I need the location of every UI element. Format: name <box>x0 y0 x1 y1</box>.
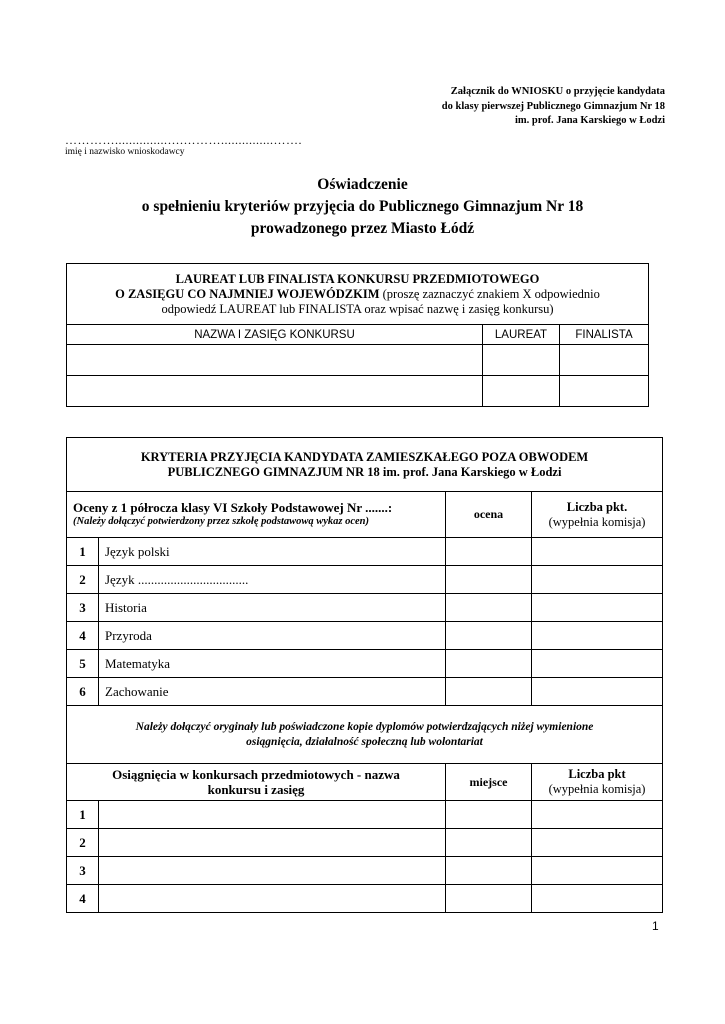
contest-table <box>66 263 649 407</box>
col-header-laureat: LAUREAT <box>483 325 560 345</box>
points-note: (wypełnia komisja) <box>548 514 646 529</box>
points-cell[interactable] <box>532 594 663 622</box>
title-line-2: o spełnieniu kryteriów przyjęcia do Publicznego Gimnazjum Nr 18 <box>141 198 584 215</box>
contest-header-line-3: odpowiedź LAUREAT lub FINALISTA oraz wpisać nazwę i zasięg konkursu) <box>161 301 554 316</box>
col-header-finalista: FINALISTA <box>560 325 649 345</box>
criteria-header-line-1: KRYTERIA PRZYJĘCIA KANDYDATA ZAMIESZKAŁEGO POZA OBWODEM <box>140 449 589 464</box>
points-cell[interactable] <box>532 566 663 594</box>
achievements-label-line-1: Osiągnięcia w konkursach przedmiotowych - nazwa <box>112 767 400 782</box>
finalista-cell[interactable] <box>560 345 649 376</box>
criteria-table <box>66 437 663 913</box>
subject-number: 5 <box>67 650 99 678</box>
points2-note: (wypełnia komisja) <box>548 782 646 796</box>
grade-cell[interactable] <box>446 650 532 678</box>
place-cell[interactable] <box>446 829 532 857</box>
place-cell[interactable] <box>446 801 532 829</box>
points-cell[interactable] <box>532 857 663 885</box>
points-cell[interactable] <box>532 829 663 857</box>
grade-cell[interactable] <box>446 566 532 594</box>
achievement-number: 3 <box>67 857 99 885</box>
place-cell[interactable] <box>446 857 532 885</box>
points-cell[interactable] <box>532 622 663 650</box>
grades-label: Oceny z 1 półrocza klasy VI Szkoły Podstawowej Nr .......: <box>73 499 393 515</box>
contest-header-bold: O ZASIĘGU CO NAJMNIEJ WOJEWÓDZKIM <box>115 286 380 301</box>
applicant-name-label: imię i nazwisko wnioskodawcy <box>65 147 185 157</box>
contest-header-rest: (proszę zaznaczyć znakiem X odpowiednio <box>379 286 600 301</box>
points-cell[interactable] <box>532 538 663 566</box>
page-number: 1 <box>652 919 659 933</box>
subject-name: Przyroda <box>99 622 446 650</box>
contest-header-line-1: LAUREAT LUB FINALISTA KONKURSU PRZEDMIOTOWEGO <box>175 271 540 286</box>
contest-name-cell[interactable] <box>67 345 483 376</box>
points-cell[interactable] <box>532 801 663 829</box>
subject-name: Język .................................. <box>99 566 446 594</box>
col-header-contest-name: NAZWA I ZASIĘG KONKURSU <box>67 325 483 345</box>
criteria-header-line-2: PUBLICZNEGO GIMNAZJUM NR 18 im. prof. Jana Karskiego w Łodzi <box>167 464 562 479</box>
subject-name: Historia <box>99 594 446 622</box>
diplomas-note <box>67 706 663 764</box>
grade-cell[interactable] <box>446 538 532 566</box>
achievement-number: 1 <box>67 801 99 829</box>
points-cell[interactable] <box>532 650 663 678</box>
contest-name-cell[interactable] <box>67 376 483 407</box>
col-header-points <box>532 492 663 538</box>
contest-table-header <box>67 264 649 325</box>
achievement-name-cell[interactable] <box>99 829 446 857</box>
laureat-cell[interactable] <box>483 376 560 407</box>
criteria-table-header <box>67 438 663 492</box>
points-cell[interactable] <box>532 678 663 706</box>
col-header-points-2 <box>532 764 663 801</box>
applicant-name-field[interactable]: …………...............….………...............……. <box>65 133 302 147</box>
achievements-label-line-2: konkursu i zasięg <box>207 782 305 797</box>
subject-number: 4 <box>67 622 99 650</box>
grade-cell[interactable] <box>446 622 532 650</box>
title-line-3: prowadzonego przez Miasto Łódź <box>250 220 475 237</box>
diplomas-note-line-1: Należy dołączyć oryginały lub poświadczone kopie dyplomów potwierdzających niżej wymienione <box>135 720 594 733</box>
achievement-name-cell[interactable] <box>99 885 446 913</box>
achievement-name-cell[interactable] <box>99 801 446 829</box>
grade-cell[interactable] <box>446 594 532 622</box>
col-header-ocena: ocena <box>446 492 532 538</box>
points2-title: Liczba pkt <box>568 767 626 781</box>
place-cell[interactable] <box>446 885 532 913</box>
subject-number: 1 <box>67 538 99 566</box>
grade-cell[interactable] <box>446 678 532 706</box>
subject-number: 3 <box>67 594 99 622</box>
grades-label-cell <box>67 492 446 538</box>
annex-line-3: im. prof. Jana Karskiego w Łodzi <box>514 115 665 126</box>
annex-line-2: do klasy pierwszej Publicznego Gimnazjum Nr 18 <box>441 100 665 112</box>
subject-number: 6 <box>67 678 99 706</box>
subject-name: Zachowanie <box>99 678 446 706</box>
contest-header-line-2 <box>73 287 642 302</box>
achievements-label-cell <box>67 764 446 801</box>
diplomas-note-line-2: osiągnięcia, działalność społeczną lub wolontariat <box>246 735 483 748</box>
laureat-cell[interactable] <box>483 345 560 376</box>
annex-line-1: Załącznik do WNIOSKU o przyjęcie kandydata <box>450 86 665 97</box>
subject-name: Matematyka <box>99 650 446 678</box>
page-title <box>0 174 725 240</box>
annex-note <box>442 85 665 129</box>
grades-note: (Należy dołączyć potwierdzony przez szkołę podstawową wykaz ocen) <box>73 515 370 527</box>
points-cell[interactable] <box>532 885 663 913</box>
col-header-miejsce: miejsce <box>446 764 532 801</box>
points-title: Liczba pkt. <box>566 499 628 514</box>
subject-name: Język polski <box>99 538 446 566</box>
achievement-number: 4 <box>67 885 99 913</box>
subject-number: 2 <box>67 566 99 594</box>
finalista-cell[interactable] <box>560 376 649 407</box>
achievement-number: 2 <box>67 829 99 857</box>
title-line-1: Oświadczenie <box>317 176 408 193</box>
achievement-name-cell[interactable] <box>99 857 446 885</box>
